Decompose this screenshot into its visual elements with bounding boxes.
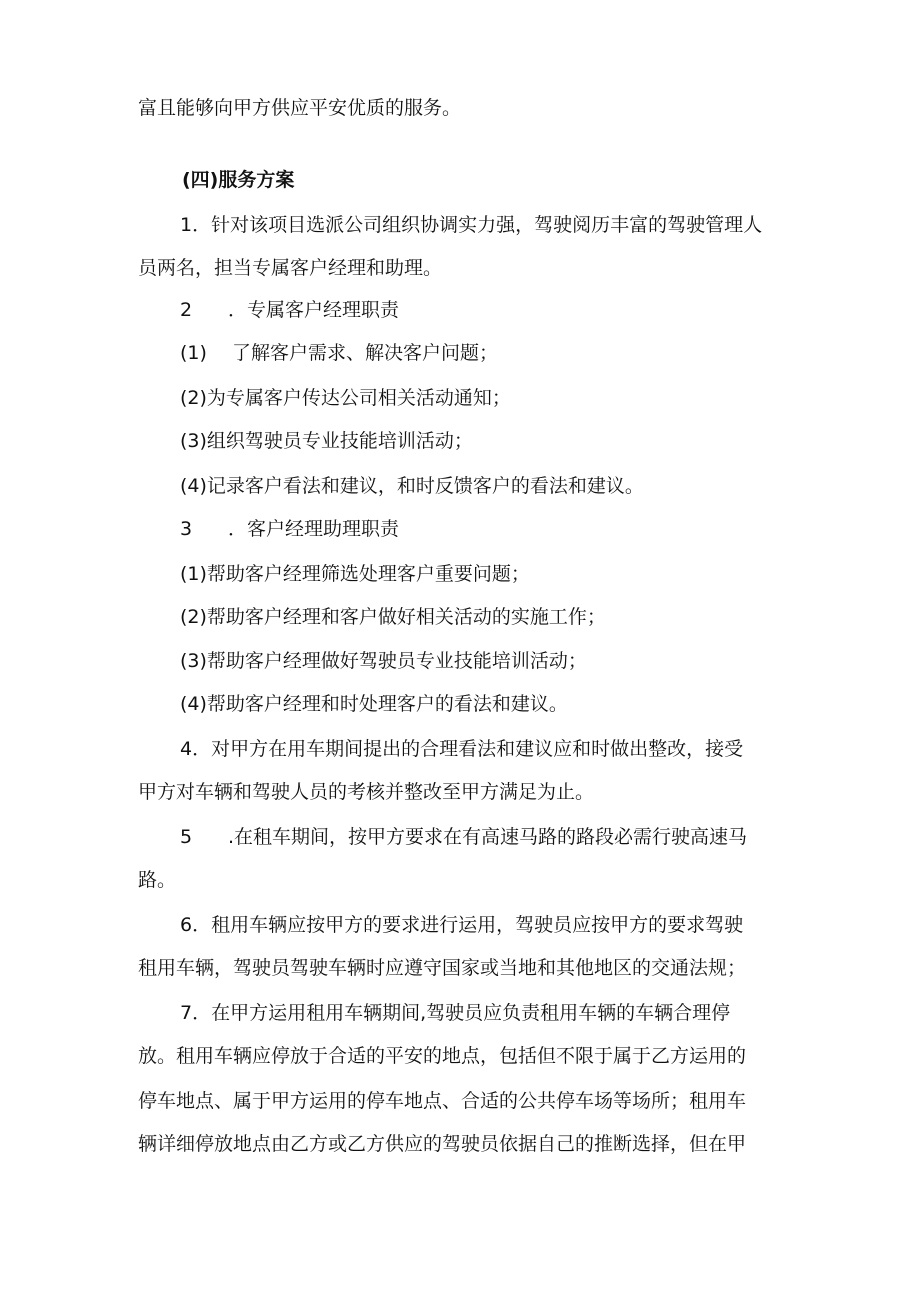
paragraph-line: 路。 xyxy=(138,869,177,891)
list-heading-text: ．客户经理助理职责 xyxy=(228,518,400,540)
paragraph-line: 租用车辆，驾驶员驾驶车辆时应遵守国家或当地和其他地区的交通法规； xyxy=(138,957,747,979)
list-heading-text: ．专属客户经理职责 xyxy=(228,299,400,321)
list-heading xyxy=(180,298,399,322)
list-heading xyxy=(180,517,399,541)
list-item: (1)帮助客户经理筛选处理客户重要问题； xyxy=(180,563,530,585)
paragraph-line: 6．租用车辆应按甲方的要求进行运用，驾驶员应按甲方的要求驾驶 xyxy=(180,914,744,936)
list-number: (1) xyxy=(180,342,207,364)
paragraph-line: 7．在甲方运用租用车辆期间,驾驶员应负责租用车辆的车辆合理停 xyxy=(180,1002,731,1024)
list-item: (3)组织驾驶员专业技能培训活动； xyxy=(180,430,473,452)
paragraph-line: 甲方对车辆和驾驶人员的考核并整改至甲方满足为止。 xyxy=(138,781,595,803)
paragraph-line: 4．对甲方在用车期间提出的合理看法和建议应和时做出整改，接受 xyxy=(180,738,744,760)
list-item: (4)记录客户看法和建议，和时反馈客户的看法和建议。 xyxy=(180,475,644,497)
paragraph-line xyxy=(180,825,747,849)
list-item: (3)帮助客户经理做好驾驶员专业技能培训活动； xyxy=(180,650,587,672)
paragraph-line: 停车地点、属于甲方运用的停车地点、合适的公共停车场等场所；租用车 xyxy=(138,1090,747,1112)
list-number: 2 xyxy=(180,299,193,321)
paragraph-line: 放。租用车辆应停放于合适的平安的地点，包括但不限于属于乙方运用的 xyxy=(138,1045,747,1067)
paragraph-line: 1．针对该项目选派公司组织协调实力强，驾驶阅历丰富的驾驶管理人 xyxy=(180,214,763,236)
list-item: (2)帮助客户经理和客户做好相关活动的实施工作； xyxy=(180,606,606,628)
list-item-text: 了解客户需求、解决客户问题； xyxy=(232,342,499,364)
paragraph-line: 富且能够向甲方供应平安优质的服务。 xyxy=(138,97,462,119)
section-heading: (四)服务方案 xyxy=(182,169,295,191)
list-number: 5 xyxy=(180,826,193,848)
paragraph-line: 辆详细停放地点由乙方或乙方供应的驾驶员依据自己的推断选择，但在甲 xyxy=(138,1133,747,1155)
list-item: (4)帮助客户经理和时处理客户的看法和建议。 xyxy=(180,693,568,715)
paragraph-line: 员两名，担当专属客户经理和助理。 xyxy=(138,257,443,279)
list-number: 3 xyxy=(180,518,193,540)
list-item xyxy=(180,341,498,365)
paragraph-text: .在租车期间，按甲方要求在有高速马路的路段必需行驶高速马 xyxy=(228,826,748,848)
list-item: (2)为专属客户传达公司相关活动通知； xyxy=(180,387,511,409)
